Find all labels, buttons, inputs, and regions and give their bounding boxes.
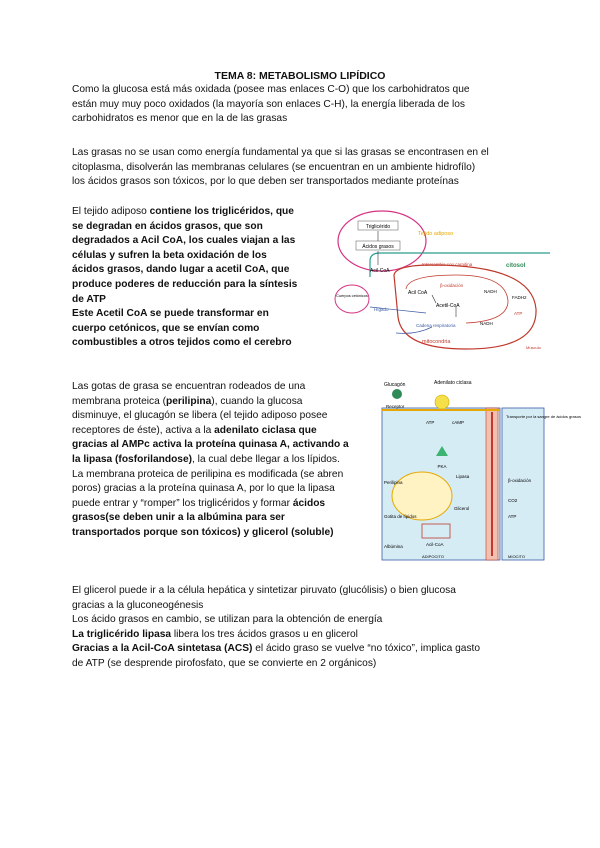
text-line: Los ácido grasos en cambio, se utilizan para la obtención de energía [72,614,383,626]
text-line: Las grasas no se usan como energía fundamental ya que si las grasas se encontrasen en el [72,147,489,158]
text-line: combustibles a otros tejidos como el cerebro [72,337,292,349]
fig2-oxidacion: β-oxidación [508,478,532,483]
fig2-gotita: Gotita de lípidos [384,514,417,519]
fig1-triglicerido: Triglicérido [365,224,391,230]
fig1-mitocondria: mitocondria [422,339,451,345]
fig2-co2: CO2 [508,498,518,503]
fig2-atp: ATP [426,420,435,425]
fig2-acilcoa: Acil-CoA [426,542,444,547]
text-line: poros) gracias a la proteína quinasa A, por lo que la lipasa [72,483,335,495]
fig1-tejido: Tejido adiposo [418,231,454,237]
fig2-sangre: Transporte por la sangre de ácidos grasos [506,414,582,419]
text-line: se degradan en ácidos grasos, que son [72,220,263,232]
fig1-acetil: Acetil-CoA [436,303,460,309]
fig1-citosol: citosol [506,263,526,269]
fig1-nadh2: NADH [480,321,493,326]
fig1-nadh: NADH [484,289,497,294]
text-line: transportados porque son tóxicos) y glicerol (soluble) [72,526,334,538]
text-line: La membrana proteica de perilipina es modificada (se abren [72,468,344,480]
fig1-cadena: Cadena respiratoria [416,323,456,328]
fig1-acidos: Ácidos grasos [362,244,394,250]
fig2-receptor: Receptor [386,404,405,409]
text-line: membrana proteica (perilipina), cuando la glucosa [72,395,303,407]
fig1-intercambio: Intercambio con carnitina [422,262,473,267]
fig2-albumina: Albúmina [384,544,403,549]
text-line: Este Acetil CoA se puede transformar en [72,308,269,320]
fig2-adipocito: ADIPOCITO [422,554,444,559]
fig2-atp2: ATP [508,514,517,519]
text-line: cuerpo cetónicos, que se envían como [72,322,260,334]
text-line: células y sufren la beta oxidación de los [72,249,267,261]
fig1-atp: ATP [514,311,523,316]
lipid-metabolism-diagram [336,209,550,355]
text-line: ácidos grasos, dando lugar a acetil CoA, que [72,264,290,276]
text-line: los ácidos grasos son tóxicos, por lo que deben ser transportados mediante proteínas [72,176,459,188]
text-line: La triglicérido lipasa libera los tres ácidos grasos u en glicerol [72,628,358,640]
text-line: gracias al AMPc activa la proteína quinasa A, activando a [72,439,349,451]
fig2-glicerol: Glicerol [454,506,470,511]
text-line: gracias a la gluconeogénesis [72,599,204,611]
text-line: disminuye, el glucagón se libera (el tejido adiposo posee [72,410,328,422]
fig1-fadh2: FADH2 [512,295,527,300]
paragraph-fat-transport [72,146,542,190]
text-line: Como la glucosa está más oxidada (posee mas enlaces C-O) que los carbohidratos que [72,84,470,95]
glucagon-signaling-diagram [382,378,582,562]
paragraph-lipid-droplets [72,380,372,541]
fig2-pka: PKA [437,464,447,469]
text-line: grasos(se deben unir a la albúmina para ser [72,512,285,524]
text-line: de ATP [72,293,106,305]
text-line: Gracias a la Acil-CoA sintetasa (ACS) el ácido graso se vuelve “no tóxico”, implica gasto [72,643,481,655]
fig1-musculo: Músculo [526,345,541,350]
text-line: citoplasma, disolverán las membranas celulares (se encuentran en un ambiente hidrofílo) [72,161,476,173]
text-line: receptores de éste), activa a la adenilato ciclasa que [72,424,317,436]
page-title: TEMA 8: METABOLISMO LIPÍDICO [214,70,386,82]
fig2-perilipina: Perilipina [384,480,403,485]
text-line: están muy muy poco oxidados (la mayoría son enlaces C-H), la energía liberada de los [72,98,465,110]
fig2-adenilato: Adenilato ciclasa [434,380,472,386]
fig1-acilcoa-top: Acil-CoA [370,268,390,274]
text-line: degradados a Acil CoA, los cuales viajan a las [72,235,296,247]
fig2-lipasa: Lipasa [456,474,470,479]
text-line: la lipasa (fosforilandose), la cual debe llegar a los lípidos. [72,453,340,465]
text-line: produce poderes de reducción para la síntesis [72,278,298,290]
fig2-camp: cAMP [452,420,465,425]
fig2-glucagon: Glucagón [384,382,406,388]
text-line: El tejido adiposo contiene los triglicéridos, que [72,206,294,217]
text-line: Las gotas de grasa se encuentran rodeados de una [72,381,306,392]
text-line: puede entrar y “romper” los triglicéridos y formar ácidos [72,497,326,509]
paragraph-oxidation [72,83,542,127]
fig1-oxidacion: β-oxidación [440,283,464,288]
fig1-cetonicos: Cuerpos cetónicos [336,294,368,298]
paragraph-adipose-tissue [72,205,320,351]
text-line: El glicerol puede ir a la célula hepática y sintetizar piruvato (glucólisis) o bien glucosa [72,585,456,596]
text-line: de ATP (se desprende pirofosfato, que se convierte en 2 orgánicos) [72,657,377,669]
fig1-acilcoa: Acil CoA [408,290,428,296]
fig2-miocito: MIOCITO [508,554,526,559]
fig1-higado: Hígado [374,307,389,312]
paragraph-glycerol [72,584,542,672]
text-line: carbohidratos es menor que en la de las grasas [72,113,288,125]
